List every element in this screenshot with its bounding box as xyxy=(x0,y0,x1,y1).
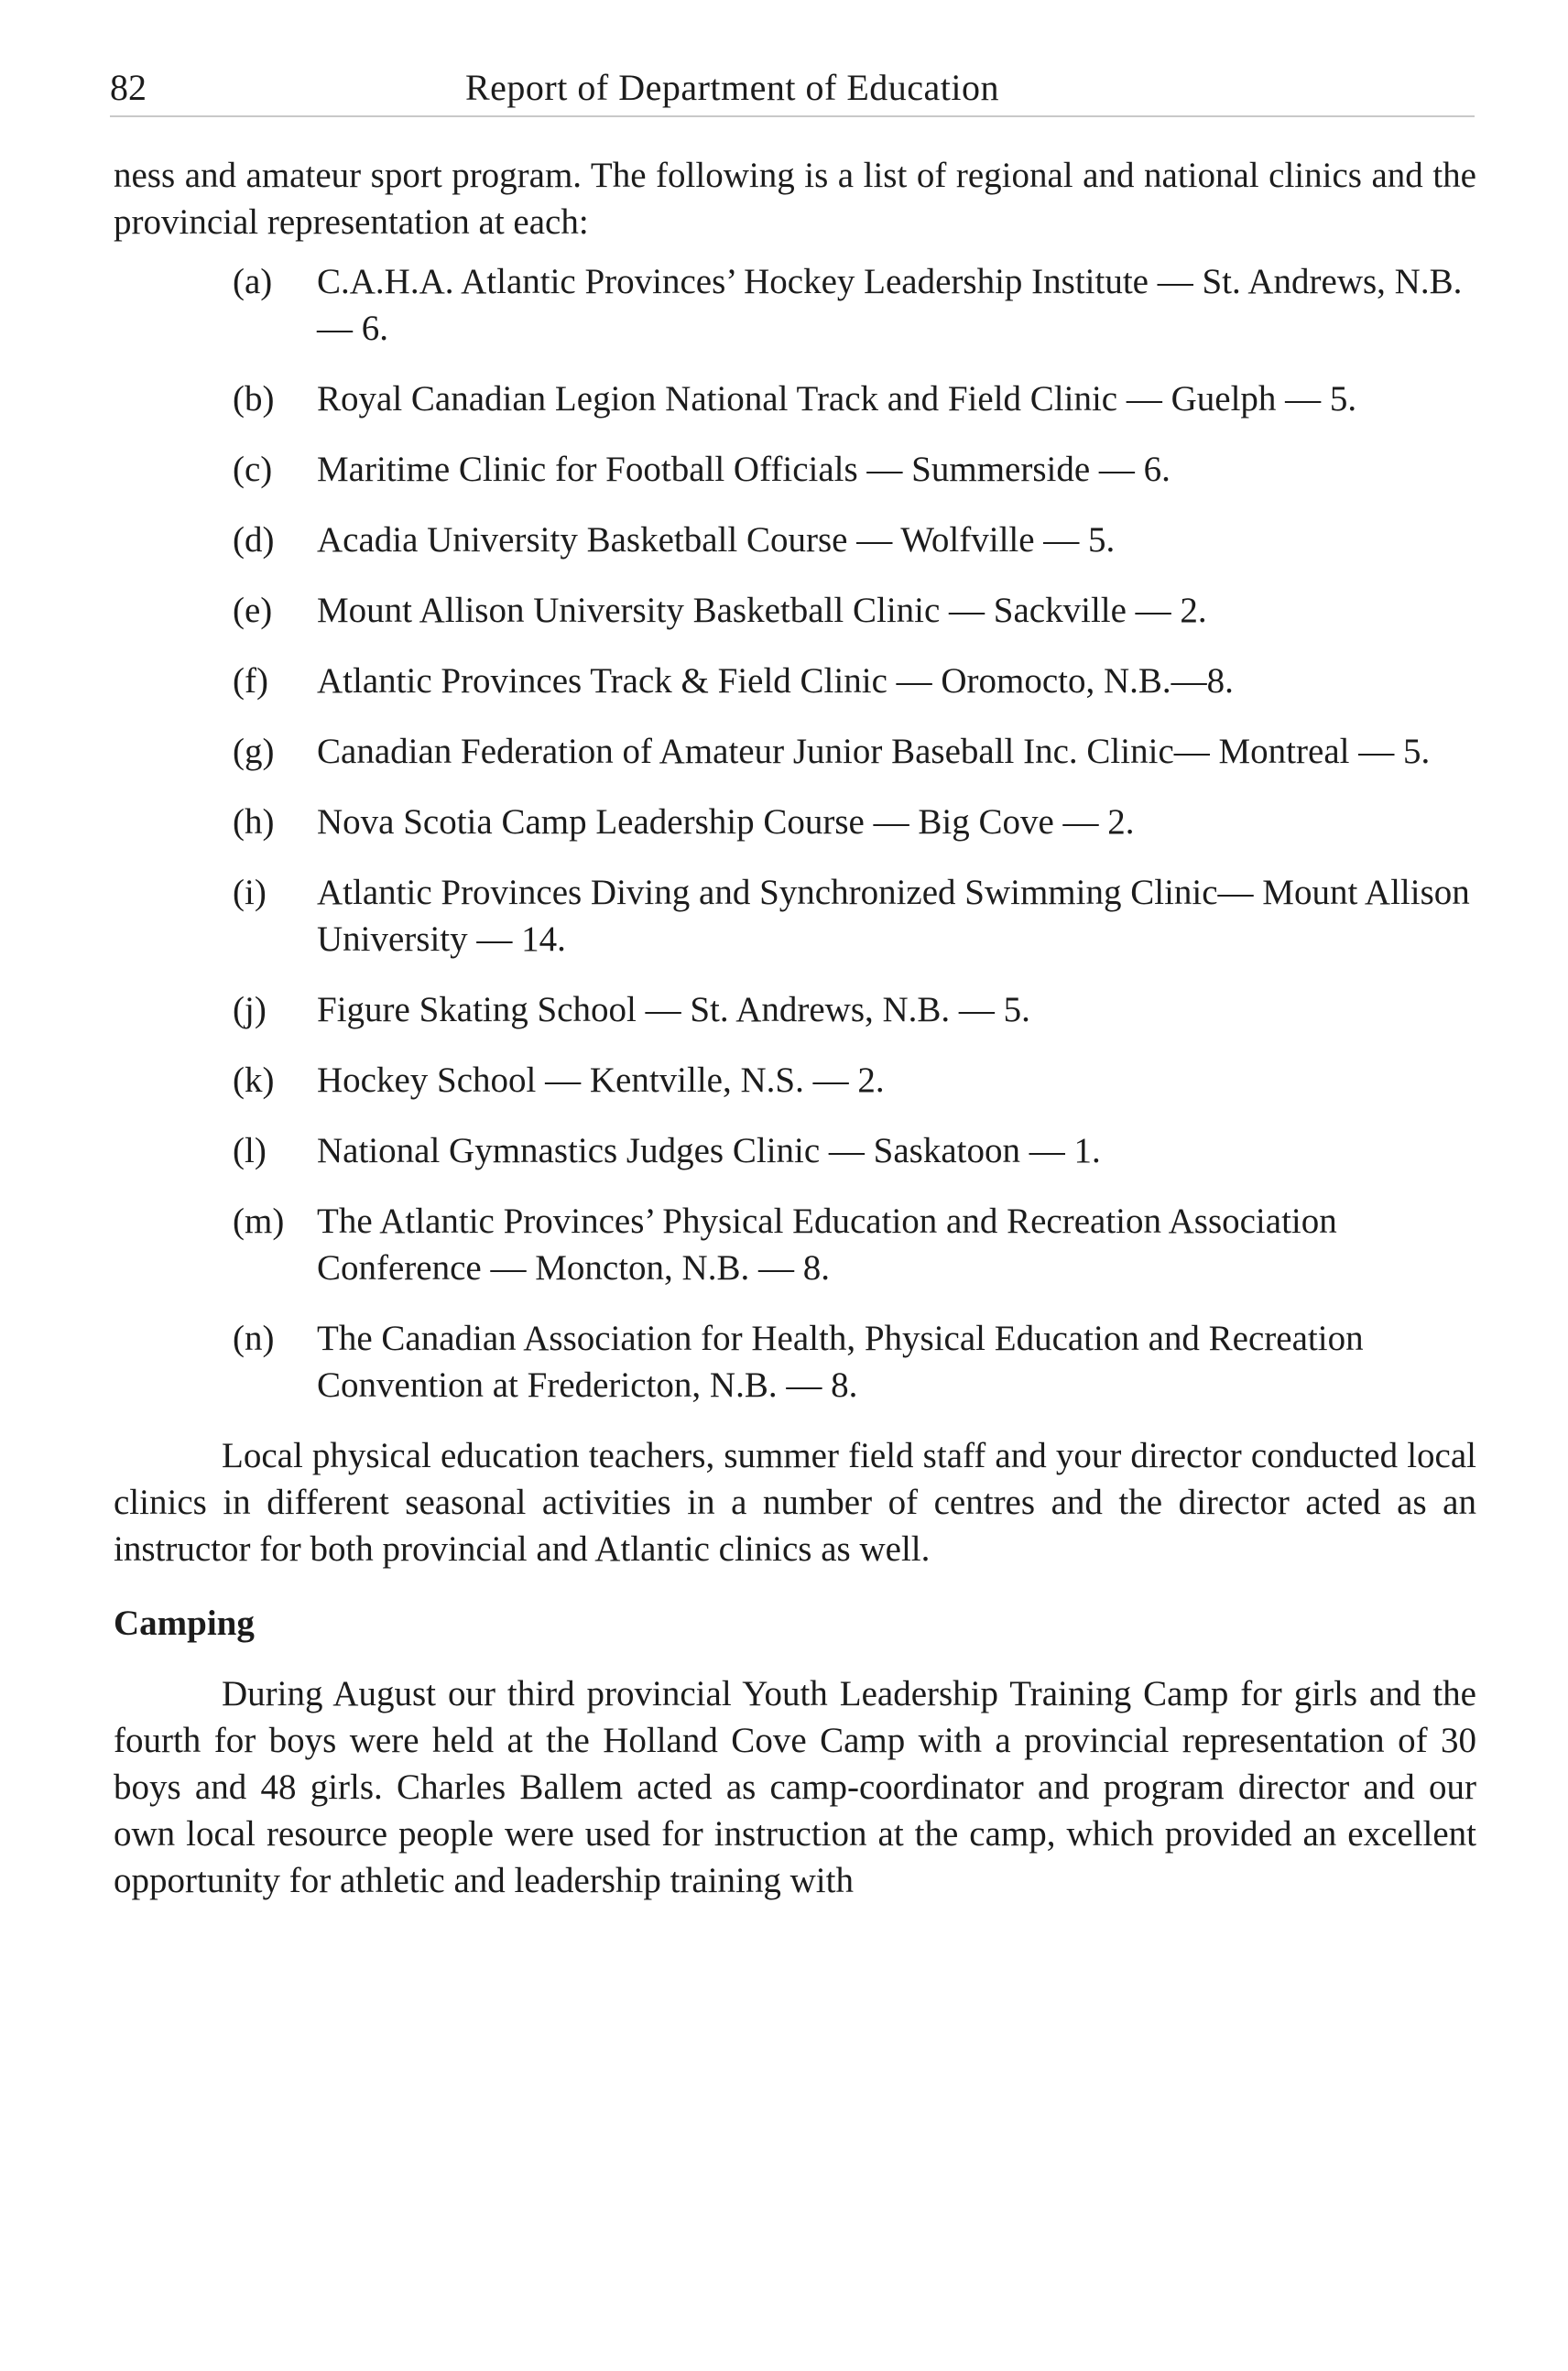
list-item-text: Acadia University Basketball Course — Wolfville — 5. xyxy=(317,520,1116,560)
list-item xyxy=(114,1198,1476,1291)
list-item xyxy=(114,375,1476,422)
list-item xyxy=(114,1057,1476,1104)
list-item-marker: (l) xyxy=(233,1131,267,1170)
list-item xyxy=(114,587,1476,634)
list-item-marker: (i) xyxy=(233,873,267,912)
list-item-text: Hockey School — Kentville, N.S. — 2. xyxy=(317,1060,885,1100)
section-heading-camping: Camping xyxy=(114,1604,255,1643)
list-item-marker: (e) xyxy=(233,591,273,630)
clinic-list xyxy=(114,258,1476,1408)
list-item-marker: (d) xyxy=(233,520,275,560)
list-item xyxy=(114,1315,1476,1408)
list-item-marker: (g) xyxy=(233,732,275,771)
list-item-marker: (f) xyxy=(233,661,268,701)
list-item-marker: (b) xyxy=(233,379,275,419)
list-item xyxy=(114,258,1476,352)
list-item-marker: (m) xyxy=(233,1202,285,1241)
list-item xyxy=(114,446,1476,493)
list-item xyxy=(114,1127,1476,1174)
camping-paragraph: During August our third provincial Youth Leadership Training Camp for girls and the fourth for boys were held at the Holland Cove Camp with a provincial representation of 30 boys and 48 girls. Charles Ballem acted as camp-coordinator and program director and our own local resource people were used for instruction at the camp, which provided an excellent opportunity for athletic and leadership training with xyxy=(114,1674,1476,1900)
intro-paragraph: ness and amateur sport program. The following is a list of regional and national clinics and the provincial representation at each: xyxy=(114,156,1476,242)
list-item xyxy=(114,728,1476,775)
running-head-title: Report of Department of Education xyxy=(465,67,999,108)
list-item-marker: (k) xyxy=(233,1060,275,1100)
page-number: 82 xyxy=(110,67,147,108)
list-item-marker: (j) xyxy=(233,990,267,1029)
list-item-marker: (n) xyxy=(233,1319,275,1358)
list-item-text: The Canadian Association for Health, Physical Education and Recreation Convention at Fredericton, N.B. — 8. xyxy=(317,1319,1364,1405)
list-item-text: Atlantic Provinces Diving and Synchronized Swimming Clinic— Mount Allison University — 14. xyxy=(317,873,1470,959)
list-item-text: Figure Skating School — St. Andrews, N.B. — 5. xyxy=(317,990,1030,1029)
list-item xyxy=(114,799,1476,845)
list-item-text: Mount Allison University Basketball Clinic — Sackville — 2. xyxy=(317,591,1207,630)
list-item-text: National Gymnastics Judges Clinic — Saskatoon — 1. xyxy=(317,1131,1101,1170)
list-item-text: The Atlantic Provinces’ Physical Education and Recreation Association Conference — Moncton, N.B. — 8. xyxy=(317,1202,1337,1288)
list-item xyxy=(114,517,1476,563)
list-item-text: C.A.H.A. Atlantic Provinces’ Hockey Leadership Institute — St. Andrews, N.B. — 6. xyxy=(317,262,1463,348)
list-item-text: Atlantic Provinces Track & Field Clinic — Oromocto, N.B.—8. xyxy=(317,661,1234,701)
page-header xyxy=(110,60,1484,115)
list-item-text: Canadian Federation of Amateur Junior Baseball Inc. Clinic— Montreal — 5. xyxy=(317,732,1431,771)
header-divider xyxy=(110,115,1475,117)
list-item-marker: (a) xyxy=(233,262,273,301)
list-item xyxy=(114,658,1476,704)
page-body xyxy=(114,152,1476,1904)
list-item xyxy=(114,869,1476,963)
list-item xyxy=(114,986,1476,1033)
list-item-marker: (c) xyxy=(233,450,273,489)
list-item-text: Maritime Clinic for Football Officials — Summerside — 6. xyxy=(317,450,1171,489)
list-item-text: Royal Canadian Legion National Track and Field Clinic — Guelph — 5. xyxy=(317,379,1357,419)
local-clinics-paragraph: Local physical education teachers, summer field staff and your director conducted local clinics in different seasonal activities in a number of centres and the director acted as an instructor for both provincial and Atlantic clinics as well. xyxy=(114,1436,1476,1569)
list-item-marker: (h) xyxy=(233,802,275,842)
list-item-text: Nova Scotia Camp Leadership Course — Big Cove — 2. xyxy=(317,802,1135,842)
